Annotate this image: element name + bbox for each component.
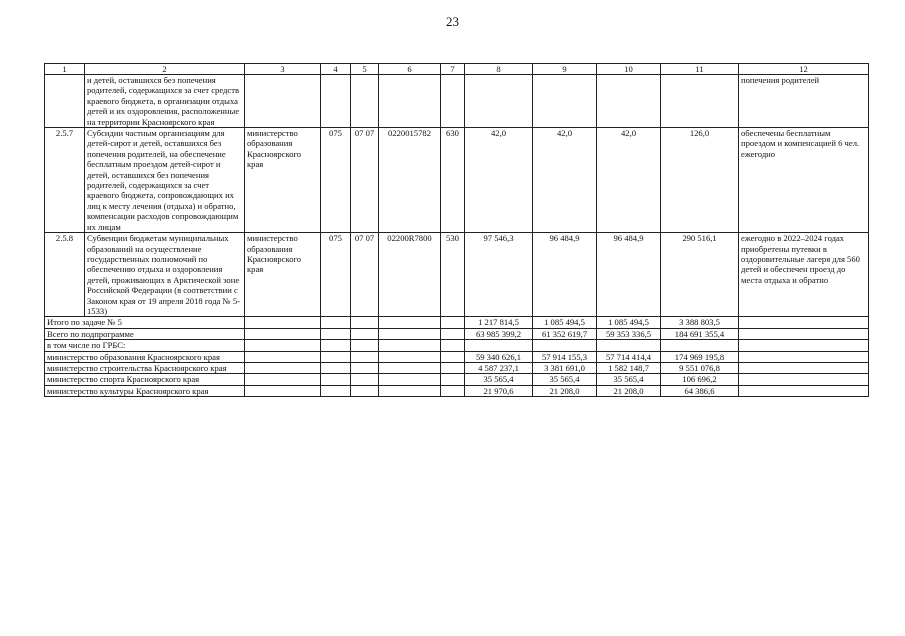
- empty-cell: [321, 351, 351, 362]
- empty-cell: [739, 362, 869, 373]
- header-cell: 2: [85, 64, 245, 75]
- expected-result: обеспечены бесплатным проездом и компенсацией 6 чел. ежегодно: [739, 128, 869, 233]
- total-2022: 35 565,4: [465, 374, 533, 385]
- measure-name: Субсидии частным организациям для детей-сирот и детей, оставшихся без попечения родителей, на обеспечение бесплатным проездом детей-сирот и детей, оставшихся без попечения родителей, содержащихся за счет краевого бюджета, сопровождающих их лиц к месту лечения (отдыха) и обратно, компенсации расходов сопровождающим их лицам: [85, 128, 245, 233]
- measure-name: Субвенции бюджетам муниципальных образований на осуществление государственных полномочий по обеспечению отдыха и оздоровления детей, проживающих в Арктической зоне Российской Федерации (в соответствии с Законом края от 19 апреля 2018 года № 5-1533): [85, 233, 245, 317]
- total-2024: 1 085 494,5: [597, 317, 661, 328]
- empty-cell: [245, 351, 321, 362]
- total-label: министерство культуры Красноярского края: [45, 385, 245, 396]
- total-row: [45, 385, 869, 396]
- table-row: [45, 233, 869, 317]
- header-cell: 10: [597, 64, 661, 75]
- expected-result: попечения родителей: [739, 75, 869, 128]
- expected-result: ежегодно в 2022–2024 годах приобретены путевки в оздоровительные лагеря для 560 детей и обеспечен проезд до места отдыха и обратно: [739, 233, 869, 317]
- amount-total: [661, 75, 739, 128]
- empty-cell: [739, 340, 869, 351]
- empty-cell: [739, 317, 869, 328]
- header-cell: 7: [441, 64, 465, 75]
- empty-cell: [321, 328, 351, 339]
- empty-cell: [739, 351, 869, 362]
- empty-cell: [379, 340, 441, 351]
- total-label: в том числе по ГРБС:: [45, 340, 245, 351]
- total-sum: [661, 340, 739, 351]
- empty-cell: [351, 351, 379, 362]
- section-code: 07 07: [351, 128, 379, 233]
- row-number: 2.5.8: [45, 233, 85, 317]
- budget-table: [44, 63, 869, 397]
- amount-total: 126,0: [661, 128, 739, 233]
- total-2023: 21 208,0: [533, 385, 597, 396]
- total-2022: 21 970,6: [465, 385, 533, 396]
- amount-total: 290 516,1: [661, 233, 739, 317]
- empty-cell: [351, 374, 379, 385]
- total-2022: 63 985 399,2: [465, 328, 533, 339]
- empty-cell: [245, 385, 321, 396]
- table-row: [45, 75, 869, 128]
- expense-type: 530: [441, 233, 465, 317]
- amount-2022: 97 546,3: [465, 233, 533, 317]
- empty-cell: [379, 351, 441, 362]
- empty-cell: [739, 385, 869, 396]
- empty-cell: [441, 385, 465, 396]
- header-cell: 11: [661, 64, 739, 75]
- grbs-code: 075: [321, 233, 351, 317]
- header-row: [45, 64, 869, 75]
- empty-cell: [379, 362, 441, 373]
- empty-cell: [321, 385, 351, 396]
- empty-cell: [379, 317, 441, 328]
- amount-2024: [597, 75, 661, 128]
- total-sum: 106 696,2: [661, 374, 739, 385]
- total-2023: [533, 340, 597, 351]
- empty-cell: [245, 328, 321, 339]
- empty-cell: [245, 374, 321, 385]
- total-row: [45, 328, 869, 339]
- header-cell: 3: [245, 64, 321, 75]
- total-sum: 9 551 076,8: [661, 362, 739, 373]
- empty-cell: [379, 328, 441, 339]
- expense-type: 630: [441, 128, 465, 233]
- empty-cell: [351, 328, 379, 339]
- empty-cell: [739, 328, 869, 339]
- total-2022: [465, 340, 533, 351]
- total-2023: 57 914 155,3: [533, 351, 597, 362]
- grbs-code: [321, 75, 351, 128]
- total-2024: 21 208,0: [597, 385, 661, 396]
- total-2024: 57 714 414,4: [597, 351, 661, 362]
- total-sum: 64 386,6: [661, 385, 739, 396]
- amount-2024: 42,0: [597, 128, 661, 233]
- header-cell: 12: [739, 64, 869, 75]
- target-code: [379, 75, 441, 128]
- total-label: Итого по задаче № 5: [45, 317, 245, 328]
- total-2024: 1 582 148,7: [597, 362, 661, 373]
- empty-cell: [245, 317, 321, 328]
- empty-cell: [379, 385, 441, 396]
- grbs: [245, 75, 321, 128]
- empty-cell: [351, 385, 379, 396]
- amount-2024: 96 484,9: [597, 233, 661, 317]
- empty-cell: [321, 362, 351, 373]
- amount-2023: 96 484,9: [533, 233, 597, 317]
- empty-cell: [441, 374, 465, 385]
- empty-cell: [739, 374, 869, 385]
- amount-2023: [533, 75, 597, 128]
- empty-cell: [245, 362, 321, 373]
- empty-cell: [379, 374, 441, 385]
- empty-cell: [441, 317, 465, 328]
- expense-type: [441, 75, 465, 128]
- empty-cell: [245, 340, 321, 351]
- total-row: [45, 340, 869, 351]
- empty-cell: [441, 362, 465, 373]
- header-cell: 9: [533, 64, 597, 75]
- empty-cell: [441, 328, 465, 339]
- empty-cell: [441, 351, 465, 362]
- grbs-code: 075: [321, 128, 351, 233]
- total-2023: 35 565,4: [533, 374, 597, 385]
- total-2024: 59 353 336,5: [597, 328, 661, 339]
- total-row: [45, 317, 869, 328]
- total-row: [45, 362, 869, 373]
- amount-2022: 42,0: [465, 128, 533, 233]
- empty-cell: [351, 340, 379, 351]
- page-number: 23: [446, 14, 459, 29]
- table-row: [45, 128, 869, 233]
- row-number: 2.5.7: [45, 128, 85, 233]
- total-label: министерство строительства Красноярского края: [45, 362, 245, 373]
- section-code: [351, 75, 379, 128]
- target-code: 0220015782: [379, 128, 441, 233]
- total-label: министерство образования Красноярского края: [45, 351, 245, 362]
- empty-cell: [351, 362, 379, 373]
- total-sum: 174 969 195,8: [661, 351, 739, 362]
- total-2023: 61 352 619,7: [533, 328, 597, 339]
- amount-2022: [465, 75, 533, 128]
- measure-name: и детей, оставшихся без попечения родителей, содержащихся за счет средств краевого бюджета, в организации отдыха детей и их оздоровления, расположенные на территории Красноярского края: [85, 75, 245, 128]
- total-2024: [597, 340, 661, 351]
- header-cell: 8: [465, 64, 533, 75]
- amount-2023: 42,0: [533, 128, 597, 233]
- header-cell: 5: [351, 64, 379, 75]
- empty-cell: [321, 340, 351, 351]
- total-2023: 1 085 494,5: [533, 317, 597, 328]
- total-2024: 35 565,4: [597, 374, 661, 385]
- target-code: 02200R7800: [379, 233, 441, 317]
- total-label: министерство спорта Красноярского края: [45, 374, 245, 385]
- grbs: министерство образования Красноярского края: [245, 128, 321, 233]
- grbs: министерство образования Красноярского края: [245, 233, 321, 317]
- total-2022: 59 340 626,1: [465, 351, 533, 362]
- header-cell: 1: [45, 64, 85, 75]
- total-row: [45, 374, 869, 385]
- empty-cell: [321, 317, 351, 328]
- section-code: 07 07: [351, 233, 379, 317]
- total-sum: 3 388 803,5: [661, 317, 739, 328]
- empty-cell: [321, 374, 351, 385]
- empty-cell: [441, 340, 465, 351]
- total-label: Всего по подпрограмме: [45, 328, 245, 339]
- total-sum: 184 691 355,4: [661, 328, 739, 339]
- total-2022: 4 587 237,1: [465, 362, 533, 373]
- total-2023: 3 381 691,0: [533, 362, 597, 373]
- empty-cell: [351, 317, 379, 328]
- total-row: [45, 351, 869, 362]
- total-2022: 1 217 814,5: [465, 317, 533, 328]
- header-cell: 6: [379, 64, 441, 75]
- row-number: [45, 75, 85, 128]
- header-cell: 4: [321, 64, 351, 75]
